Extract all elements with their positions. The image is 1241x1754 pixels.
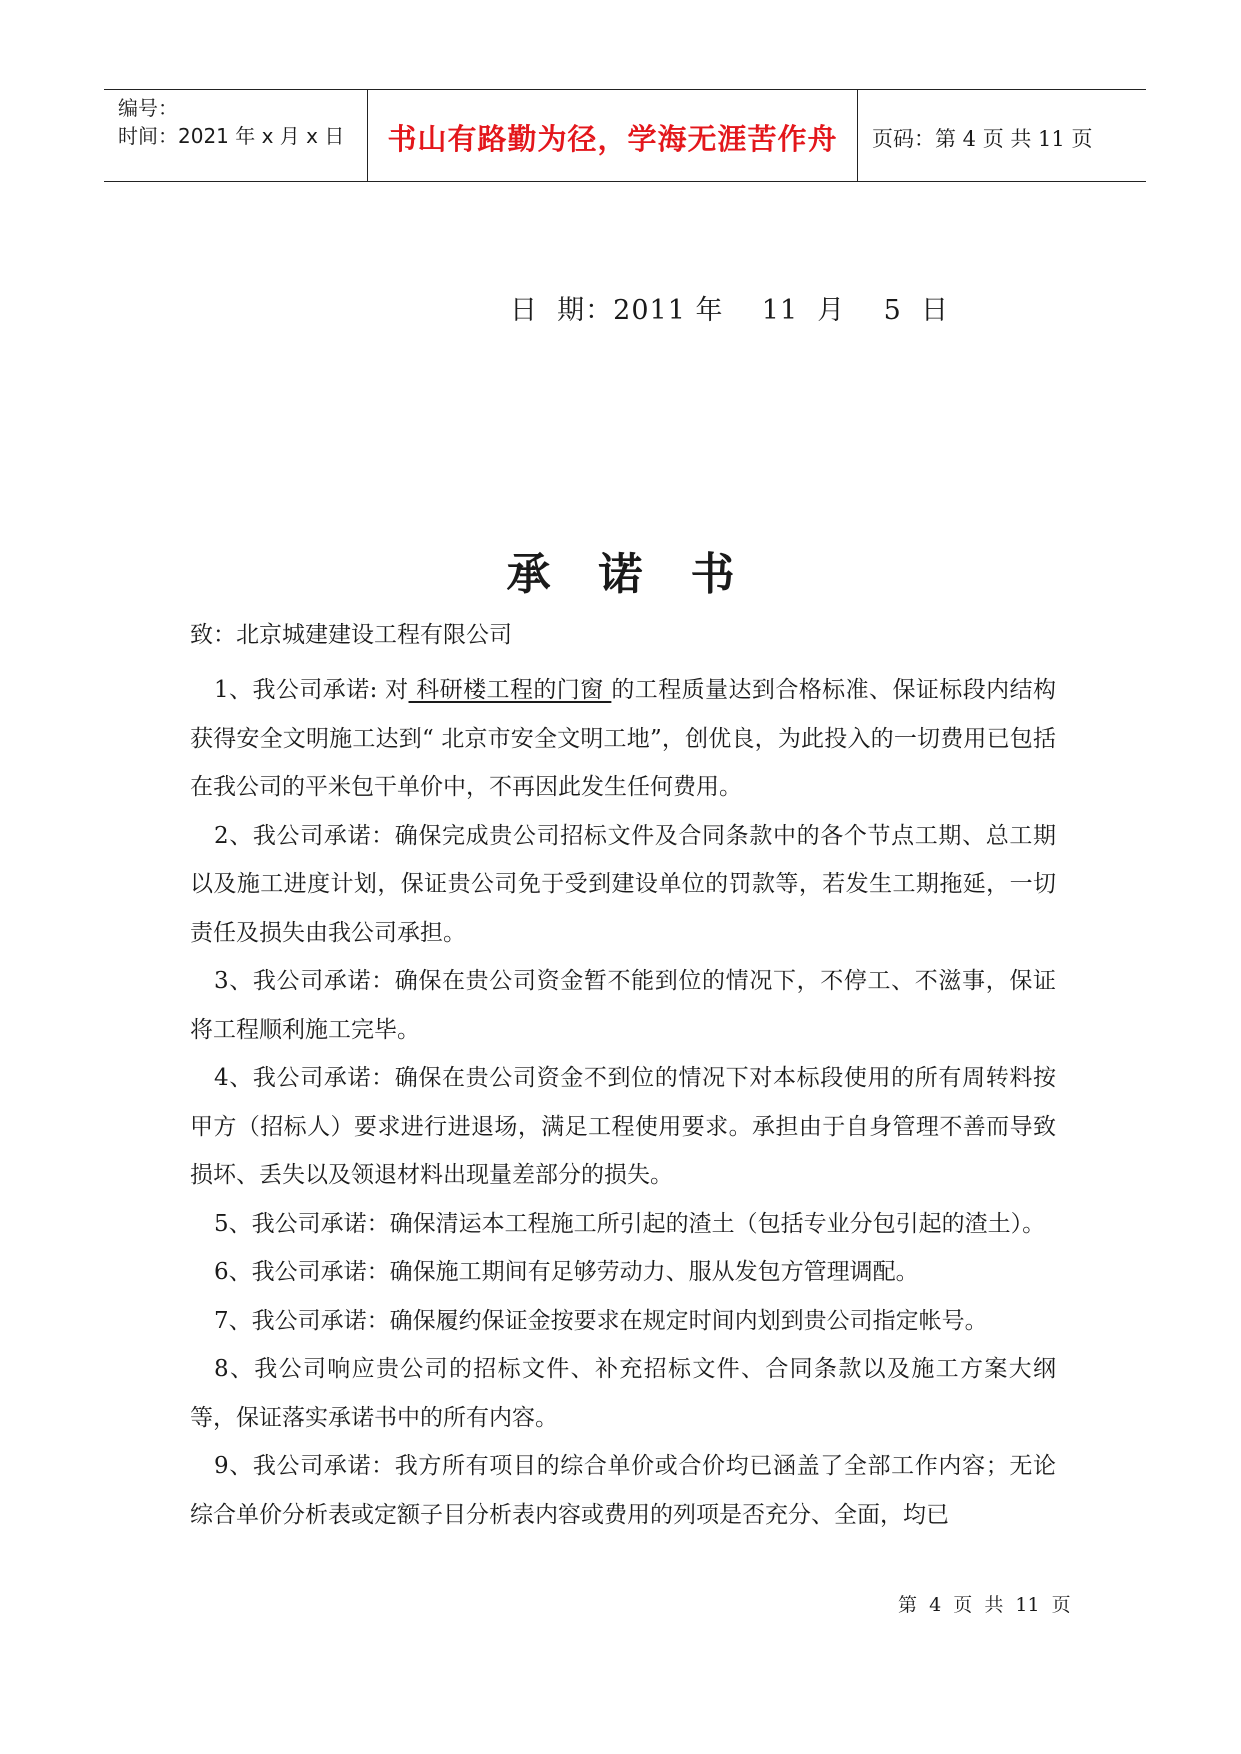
paragraph-7: 7、我公司承诺：确保履约保证金按要求在规定时间内划到贵公司指定帐号。 xyxy=(214,1307,988,1334)
header-motto: 书山有路勤为径，学海无涯苦作舟 xyxy=(368,90,858,181)
date-line: 日 期：2011 年 11 月 5 日 xyxy=(510,295,949,326)
time-label: 时间：2021 年 x 月 x 日 xyxy=(118,124,345,148)
serial-label: 编号： xyxy=(118,96,178,120)
addressee: 致：北京城建建设工程有限公司 xyxy=(190,622,512,648)
paragraph-3: 3、我公司承诺：确保在贵公司资金暂不能到位的情况下，不停工、不滋事，保证将工程顺利施工完毕。 xyxy=(190,968,1056,1043)
paragraph-1 xyxy=(190,666,1056,812)
paragraph-8: 8、我公司响应贵公司的招标文件、补充招标文件、合同条款以及施工方案大纲等，保证落实承诺书中的所有内容。 xyxy=(190,1356,1056,1431)
page-header xyxy=(104,89,1146,182)
page-footer: 第 4 页 共 11 页 xyxy=(898,1594,1071,1616)
document-body xyxy=(190,666,1056,1539)
header-page-number: 页码：第 4 页 共 11 页 xyxy=(872,126,1093,151)
project-name: 科研楼工程的门窗 xyxy=(408,677,612,703)
paragraph-1-rest: 的工程质量达到合格标准、保证标段内结构获得安全文明施工达到“ 北京市安全文明工地”，创优良，为此投入的一切费用已包括在我公司的平米包干单价中，不再因此发生任何费用。 xyxy=(190,677,1056,800)
paragraph-9: 9、我公司承诺：我方所有项目的综合单价或合价均已涵盖了全部工作内容；无论综合单价分析表或定额子目分析表内容或费用的列项是否充分、全面，均已 xyxy=(190,1453,1056,1528)
paragraph-5: 5、我公司承诺：确保清运本工程施工所引起的渣土（包括专业分包引起的渣土）。 xyxy=(214,1210,1046,1237)
paragraph-4: 4、我公司承诺：确保在贵公司资金不到位的情况下对本标段使用的所有周转料按甲方（招标人）要求进行进退场，满足工程使用要求。承担由于自身管理不善而导致损坏、丢失以及领退材料出现量差部分的损失。 xyxy=(190,1065,1056,1188)
paragraph-1-prefix: 1、我公司承诺: 对 xyxy=(214,677,409,703)
document-title: 承诺书 xyxy=(506,549,783,600)
paragraph-2: 2、我公司承诺：确保完成贵公司招标文件及合同条款中的各个节点工期、总工期以及施工进度计划，保证贵公司免于受到建设单位的罚款等，若发生工期拖延，一切责任及损失由我公司承担。 xyxy=(190,822,1056,946)
paragraph-6: 6、我公司承诺：确保施工期间有足够劳动力、服从发包方管理调配。 xyxy=(214,1259,919,1285)
header-meta xyxy=(104,90,368,181)
